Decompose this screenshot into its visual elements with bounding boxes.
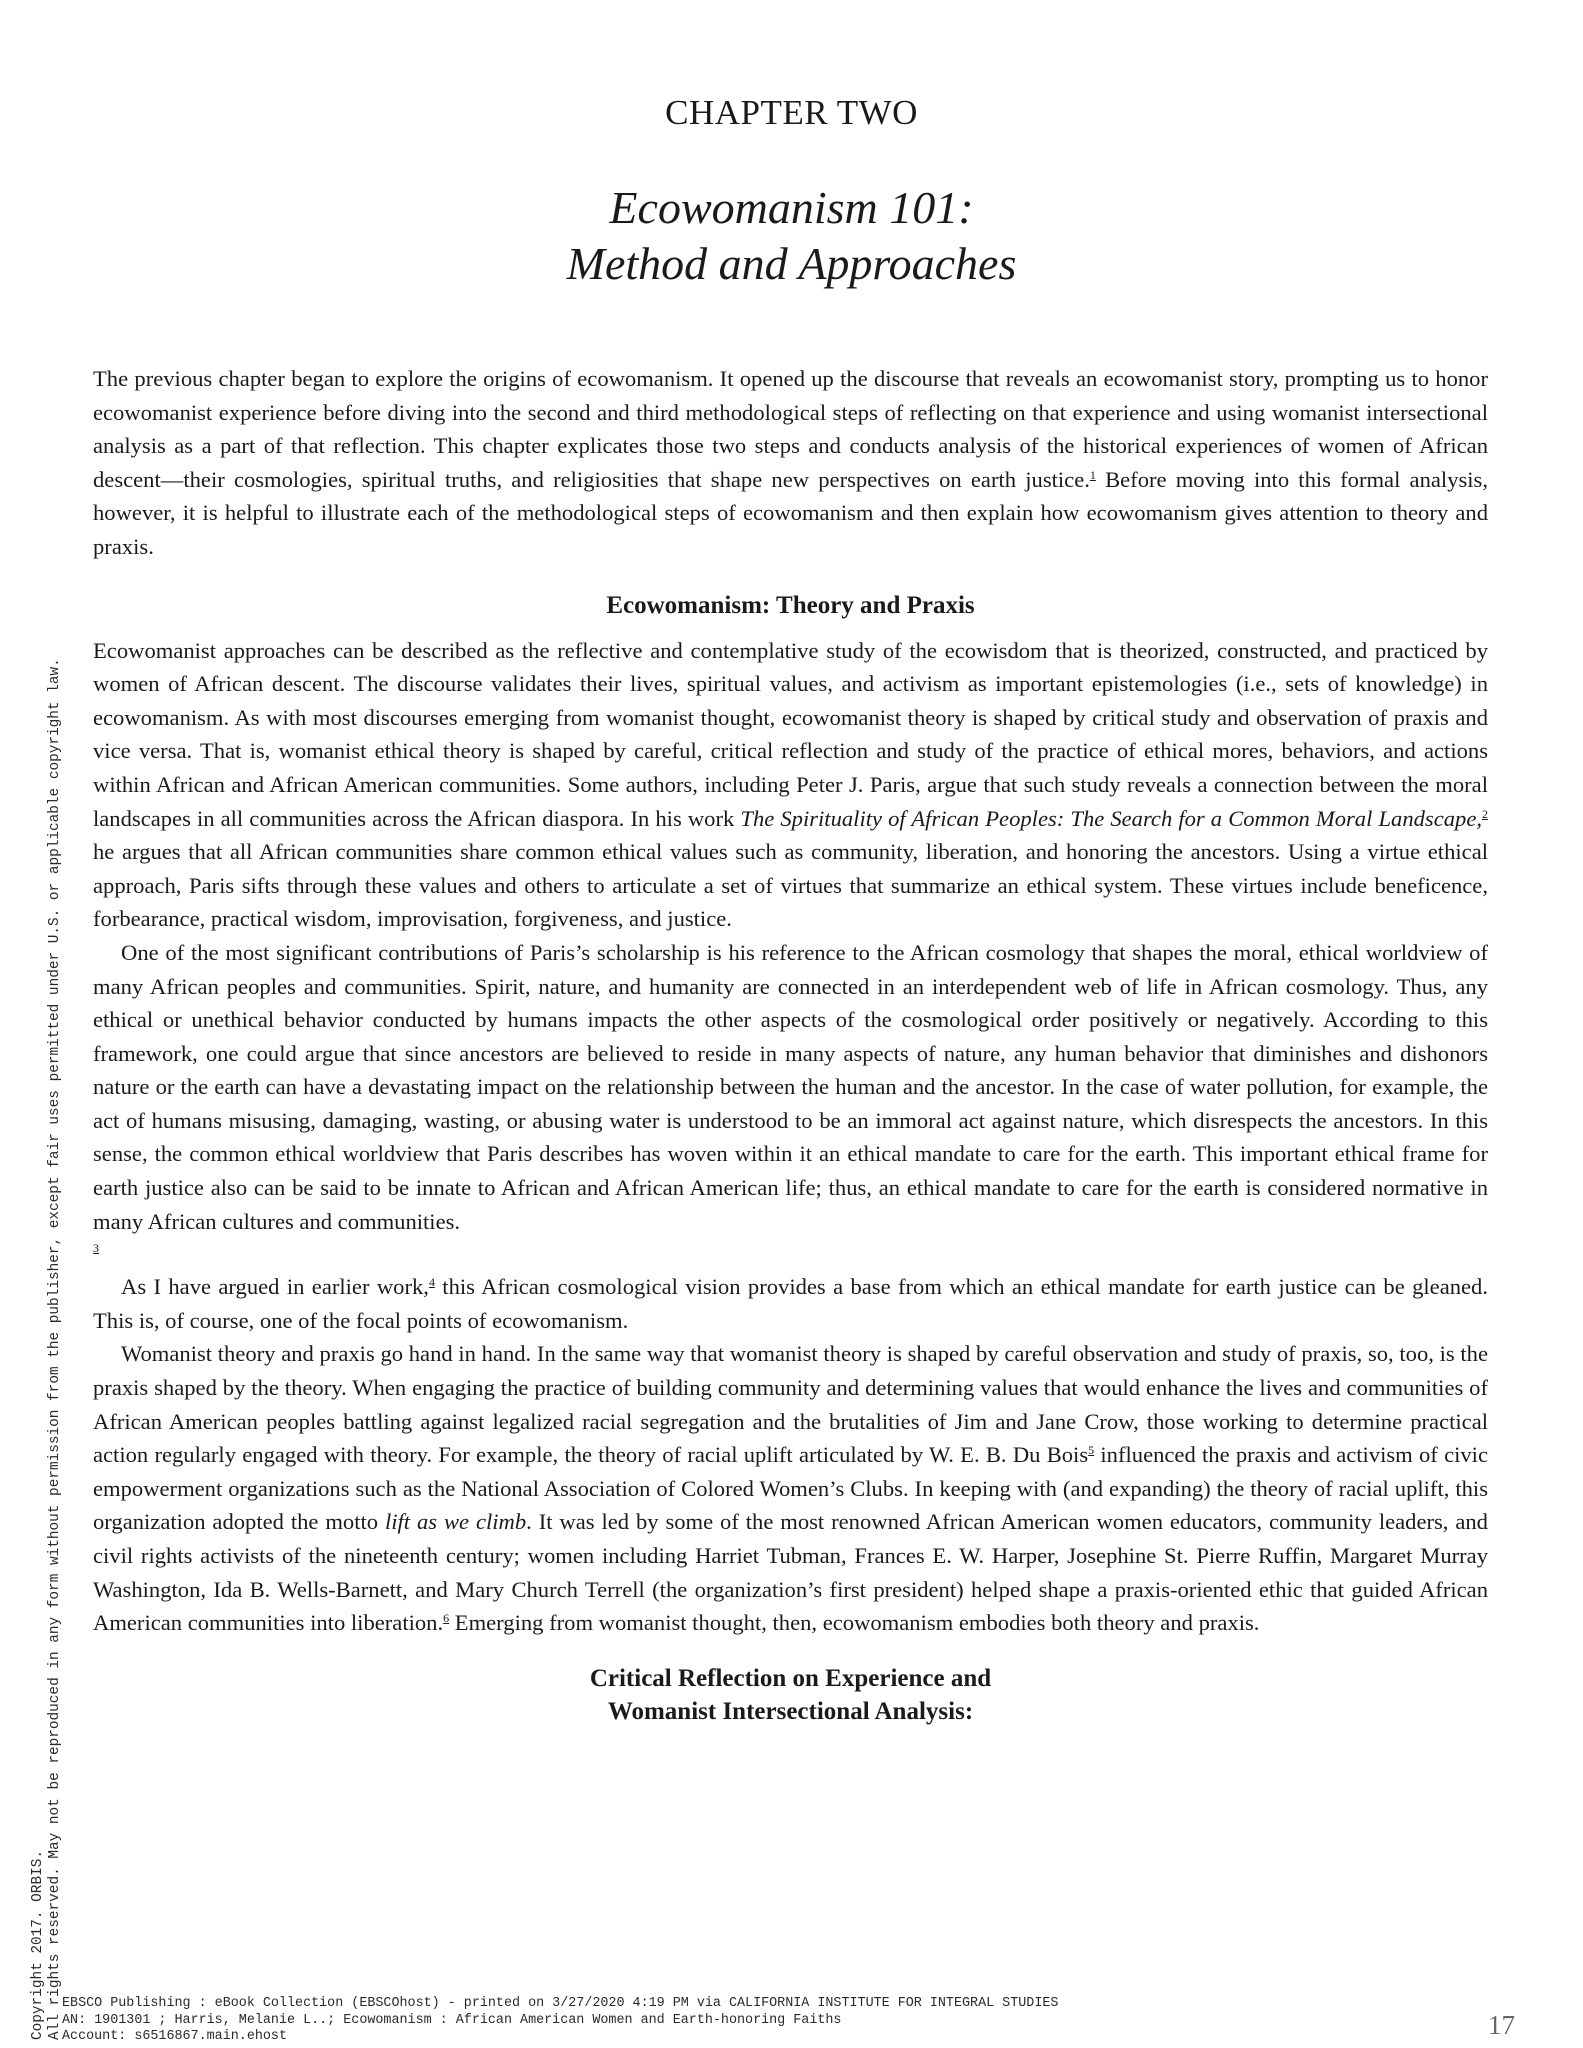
- page-number: 17: [1488, 2010, 1515, 2040]
- chapter-title: [0, 180, 1583, 292]
- paragraph-1: [93, 634, 1488, 936]
- copyright-notice: [30, 658, 63, 2040]
- p4-text-d: Emerging from womanist thought, then, ecowomanism embodies both theory and praxis.: [449, 1610, 1260, 1636]
- p1-text-a: Ecowomanist approaches can be described as the reflective and contemplative study of the ecowisdom that is theorized, constructed, and practiced by women of African descent. The discourse validates their lives, spiritual values, and activism as important epistemologies (i.e., sets of knowledge) in ecowomanism. As with most discourses emerging from womanist thought, ecowomanist theory is shaped by critical study and observation of praxis and vice versa. That is, womanist ethical theory is shaped by careful, critical reflection and study of the practice of ethical mores, behaviors, and actions within African and African American communities. Some authors, including Peter J. Paris, argue that such study reveals a connection between the moral landscapes in all communities across the African diaspora. In his work: [93, 637, 1488, 831]
- section2-heading-line-2: Womanist Intersectional Analysis:: [607, 1697, 974, 1725]
- book-title: The Spirituality of African Peoples: The Search for a Common Moral Landscape: [740, 805, 1477, 831]
- intro-text-b: Before moving into this formal analysis, however, it is helpful to illustrate each of the methodological steps of ecowomanism and then explain how ecowomanism gives attention to theory and praxis.: [93, 466, 1488, 559]
- ebsco-footer: [62, 1996, 1058, 2046]
- intro-paragraph: [93, 362, 1488, 564]
- chapter-title-line-2: Method and Approaches: [566, 238, 1017, 289]
- p3-text-b: this African cosmological vision provides a base from which an ethical mandate for earth justice can be gleaned. This is, of course, one of the focal points of ecowomanism.: [93, 1274, 1488, 1333]
- intro-text-a: The previous chapter began to explore the origins of ecowomanism. It opened up the discourse that reveals an ecowomanist story, prompting us to honor ecowomanist experience before diving into the second and third methodological steps of reflecting on that experience and using womanist intersectional analysis as a part of that reflection. This chapter explicates those two steps and conducts analysis of the historical experiences of women of African descent—their cosmologies, spiritual truths, and religiosities that shape new perspectives on earth justice.: [93, 366, 1488, 492]
- footnote-ref-2[interactable]: 2: [1482, 806, 1489, 821]
- footer-line-1: EBSCO Publishing : eBook Collection (EBSCOhost) - printed on 3/27/2020 4:19 PM via CALIFORNIA INSTITUTE FOR INTEGRAL STUDIES: [62, 1996, 1059, 2011]
- section2-heading-line-1: Critical Reflection on Experience and: [589, 1664, 992, 1692]
- p2-text: One of the most significant contributions of Paris’s scholarship is his reference to the African cosmology that shapes the moral, ethical worldview of many African peoples and communities. Spirit, nature, and humanity are connected in an interdependent web of life in African cosmology. Thus, any ethical or unethical behavior conducted by humans impacts the other aspects of the cosmological order positively or negatively. According to this framework, one could argue that since ancestors are believed to reside in many aspects of nature, any human behavior that diminishes and dishonors nature or the earth can have a devastating impact on the relationship between the human and the ancestor. In the case of water pollution, for example, the act of humans misusing, damaging, wasting, or abusing water is understood to be an immoral act against nature, which disrespects the ancestors. In this sense, the common ethical worldview that Paris describes has woven within it an ethical mandate to care for the earth. This important ethical frame for earth justice also can be said to be innate to African and African American life; thus, an ethical mandate to care for the earth is considered normative in many African cultures and communities.: [93, 939, 1488, 1234]
- copyright-sidebar: [0, 0, 80, 2048]
- section-heading-critical-reflection: [93, 1662, 1488, 1728]
- main-text: [93, 362, 1488, 1728]
- chapter-title-line-1: Ecowomanism 101:: [609, 182, 974, 233]
- footnote-ref-4[interactable]: 4: [428, 1275, 435, 1290]
- chapter-label: CHAPTER TWO: [665, 93, 918, 132]
- paragraph-3: [93, 1270, 1488, 1337]
- p3-text-a: As I have argued in earlier work,: [121, 1274, 429, 1300]
- footnote-ref-3[interactable]: 3: [93, 1241, 99, 1256]
- p4-text-c: . It was led by some of the most renowned African American women educators, community leaders, and civil rights activists of the nineteenth century; women including Harriet Tubman, Frances E. W. Harper, Josephine St. Pierre Ruffin, Margaret Murray Washington, Ida B. Wells-Barnett, and Mary Church Terrell (the organization’s first president) helped shape a praxis-oriented ethic that guided African American communities into liberation.: [93, 1509, 1488, 1636]
- copyright-line-1: Copyright 2017. ORBIS.: [30, 1850, 46, 2040]
- footnote-ref-6[interactable]: 6: [443, 1611, 450, 1626]
- footer-line-3: Account: s6516867.main.ehost: [62, 2029, 287, 2045]
- footnote-ref-5[interactable]: 5: [1088, 1443, 1095, 1458]
- p1-text-b: he argues that all African communities share common ethical values such as community, liberation, and honoring the ancestors. Using a virtue ethical approach, Paris sifts through these values and others to articulate a set of virtues that summarize an ethical system. These virtues include beneficence, forbearance, practical wisdom, improvisation, forgiveness, and justice.: [93, 839, 1488, 932]
- paragraph-4: [93, 1337, 1488, 1639]
- paragraph-2: [93, 936, 1488, 1238]
- footnote-ref-1[interactable]: 1: [1089, 467, 1096, 482]
- motto: lift as we climb: [384, 1509, 527, 1535]
- footer-line-2: AN: 1901301 ; Harris, Melanie L..; Ecowomanism : African American Women and Earth-honoring Faiths: [62, 2012, 842, 2028]
- p4-text-b: influenced the praxis and activism of civic empowerment organizations such as the National Association of Colored Women’s Clubs. In keeping with (and expanding) the theory of racial uplift, this organization adopted the motto: [93, 1442, 1488, 1535]
- copyright-line-2: All rights reserved. May not be reproduced in any form without permission from the publisher, except fair uses permitted under U.S. or applicable copyright law.: [46, 658, 63, 2040]
- p4-text-a: Womanist theory and praxis go hand in hand. In the same way that womanist theory is shaped by careful observation and study of praxis, so, too, is the praxis shaped by the theory. When engaging the practice of building community and determining values that would enhance the lives and communities of African American peoples battling against legalized racial segregation and the brutalities of Jim and Jane Crow, those working to determine practical action regularly engaged with theory. For example, the theory of racial uplift articulated by W. E. B. Du Bois: [93, 1341, 1488, 1468]
- section-heading-theory-praxis: Ecowomanism: Theory and Praxis: [606, 591, 975, 619]
- book-title-comma: ,: [1476, 805, 1483, 831]
